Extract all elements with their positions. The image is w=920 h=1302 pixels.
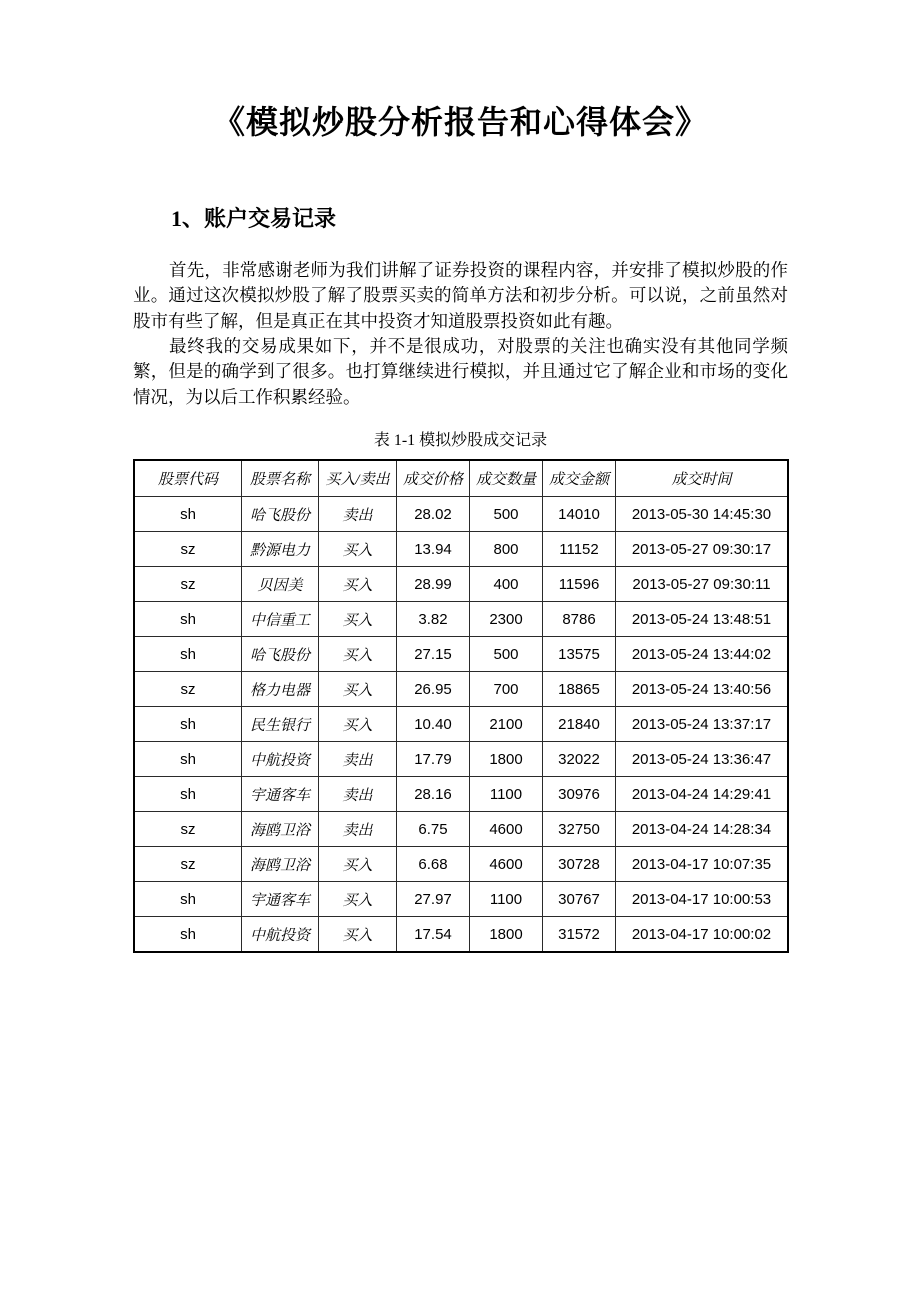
table-cell: 2013-05-24 13:36:47 (616, 742, 789, 777)
table-row (134, 532, 788, 567)
table-cell: 10.40 (397, 707, 470, 742)
table-row (134, 497, 788, 532)
table-cell: 17.79 (397, 742, 470, 777)
table-cell: 2013-05-27 09:30:17 (616, 532, 789, 567)
table-row (134, 882, 788, 917)
table-cell: 2013-04-24 14:29:41 (616, 777, 789, 812)
header-cell-stock-name: 股票名称 (242, 460, 319, 497)
table-cell: 哈飞股份 (242, 637, 319, 672)
paragraph-intro: 首先，非常感谢老师为我们讲解了证券投资的课程内容，并安排了模拟炒股的作业。通过这次模拟炒股了解了股票买卖的简单方法和初步分析。可以说，之前虽然对股市有些了解，但是真正在其中投资才知道股票投资如此有趣。 (133, 260, 788, 331)
table-body (134, 497, 788, 952)
table-cell: 2013-05-24 13:44:02 (616, 637, 789, 672)
table-cell: 30728 (543, 847, 616, 882)
table-cell: 30767 (543, 882, 616, 917)
table-cell: 卖出 (319, 497, 397, 532)
table-cell: 2013-05-27 09:30:11 (616, 567, 789, 602)
table-cell: 30976 (543, 777, 616, 812)
table-cell: 买入 (319, 532, 397, 567)
table-row (134, 812, 788, 847)
table-cell: sh (134, 497, 242, 532)
trade-record-table (133, 459, 789, 953)
header-cell-trade-time: 成交时间 (616, 460, 789, 497)
table-cell: 6.68 (397, 847, 470, 882)
table-cell: 买入 (319, 602, 397, 637)
table-cell: sz (134, 812, 242, 847)
table-cell: 买入 (319, 847, 397, 882)
table-cell: sh (134, 707, 242, 742)
table-cell: 格力电器 (242, 672, 319, 707)
table-cell: sz (134, 532, 242, 567)
table-cell: 2013-05-24 13:37:17 (616, 707, 789, 742)
table-cell: 卖出 (319, 812, 397, 847)
table-cell: 28.02 (397, 497, 470, 532)
table-cell: sz (134, 672, 242, 707)
table-cell: 黔源电力 (242, 532, 319, 567)
section-heading: 1、账户交易记录 (171, 205, 337, 231)
table-cell: 买入 (319, 567, 397, 602)
table-cell: 4600 (470, 847, 543, 882)
table-cell: 买入 (319, 672, 397, 707)
table-cell: 500 (470, 497, 543, 532)
table-cell: 1100 (470, 777, 543, 812)
table-cell: 31572 (543, 917, 616, 952)
table-row (134, 917, 788, 952)
table-header-row (134, 460, 788, 497)
table-cell: 民生银行 (242, 707, 319, 742)
table-cell: sh (134, 637, 242, 672)
table-cell: 21840 (543, 707, 616, 742)
table-cell: 4600 (470, 812, 543, 847)
table-cell: 400 (470, 567, 543, 602)
table-cell: 2100 (470, 707, 543, 742)
table-cell: 2013-04-17 10:00:53 (616, 882, 789, 917)
table-cell: 27.15 (397, 637, 470, 672)
table-cell: sh (134, 777, 242, 812)
table-cell: 8786 (543, 602, 616, 637)
table-cell: 17.54 (397, 917, 470, 952)
table-cell: 27.97 (397, 882, 470, 917)
table-cell: 2013-05-24 13:40:56 (616, 672, 789, 707)
table-cell: 2013-04-24 14:28:34 (616, 812, 789, 847)
table-cell: 1800 (470, 742, 543, 777)
header-cell-buy-sell: 买入/卖出 (319, 460, 397, 497)
header-cell-price: 成交价格 (397, 460, 470, 497)
table-cell: 700 (470, 672, 543, 707)
table-cell: 13575 (543, 637, 616, 672)
table-cell: 1100 (470, 882, 543, 917)
table-cell: 26.95 (397, 672, 470, 707)
table-cell: sh (134, 917, 242, 952)
table-cell: sz (134, 567, 242, 602)
table-row (134, 777, 788, 812)
table-cell: 500 (470, 637, 543, 672)
table-cell: 3.82 (397, 602, 470, 637)
paragraph-summary: 最终我的交易成果如下，并不是很成功，对股票的关注也确实没有其他同学频繁，但是的确学到了很多。也打算继续进行模拟，并且通过它了解企业和市场的变化情况，为以后工作积累经验。 (133, 336, 788, 407)
table-cell: 28.16 (397, 777, 470, 812)
table-cell: 中航投资 (242, 742, 319, 777)
table-row (134, 707, 788, 742)
table-cell: 中航投资 (242, 917, 319, 952)
table-cell: 11152 (543, 532, 616, 567)
table-cell: 买入 (319, 882, 397, 917)
table-cell: 32022 (543, 742, 616, 777)
table-cell: 中信重工 (242, 602, 319, 637)
table-cell: 2013-05-30 14:45:30 (616, 497, 789, 532)
table-cell: 32750 (543, 812, 616, 847)
header-cell-stock-code: 股票代码 (134, 460, 242, 497)
table-cell: 买入 (319, 637, 397, 672)
table-row (134, 602, 788, 637)
table-cell: sh (134, 882, 242, 917)
table-caption: 表 1-1 模拟炒股成交记录 (373, 431, 548, 449)
table-cell: 宇通客车 (242, 882, 319, 917)
table-cell: sh (134, 742, 242, 777)
table-cell: 11596 (543, 567, 616, 602)
table-cell: 卖出 (319, 742, 397, 777)
table-cell: sz (134, 847, 242, 882)
table-cell: 哈飞股份 (242, 497, 319, 532)
header-cell-amount: 成交金额 (543, 460, 616, 497)
table-cell: 海鸥卫浴 (242, 812, 319, 847)
table-cell: 2300 (470, 602, 543, 637)
table-cell: 贝因美 (242, 567, 319, 602)
table-cell: 14010 (543, 497, 616, 532)
table-cell: 28.99 (397, 567, 470, 602)
table-row (134, 742, 788, 777)
header-cell-quantity: 成交数量 (470, 460, 543, 497)
table-cell: 买入 (319, 917, 397, 952)
table-cell: 1800 (470, 917, 543, 952)
page-title: 《模拟炒股分析报告和心得体会》 (212, 104, 708, 140)
table-row (134, 637, 788, 672)
table-cell: 13.94 (397, 532, 470, 567)
table-cell: 2013-05-24 13:48:51 (616, 602, 789, 637)
table-cell: 2013-04-17 10:00:02 (616, 917, 789, 952)
table-row (134, 847, 788, 882)
table-row (134, 672, 788, 707)
table-row (134, 567, 788, 602)
table-cell: 800 (470, 532, 543, 567)
table-cell: 18865 (543, 672, 616, 707)
table-cell: sh (134, 602, 242, 637)
table-cell: 2013-04-17 10:07:35 (616, 847, 789, 882)
table-cell: 买入 (319, 707, 397, 742)
table-cell: 6.75 (397, 812, 470, 847)
table-cell: 卖出 (319, 777, 397, 812)
table-cell: 海鸥卫浴 (242, 847, 319, 882)
table-cell: 宇通客车 (242, 777, 319, 812)
